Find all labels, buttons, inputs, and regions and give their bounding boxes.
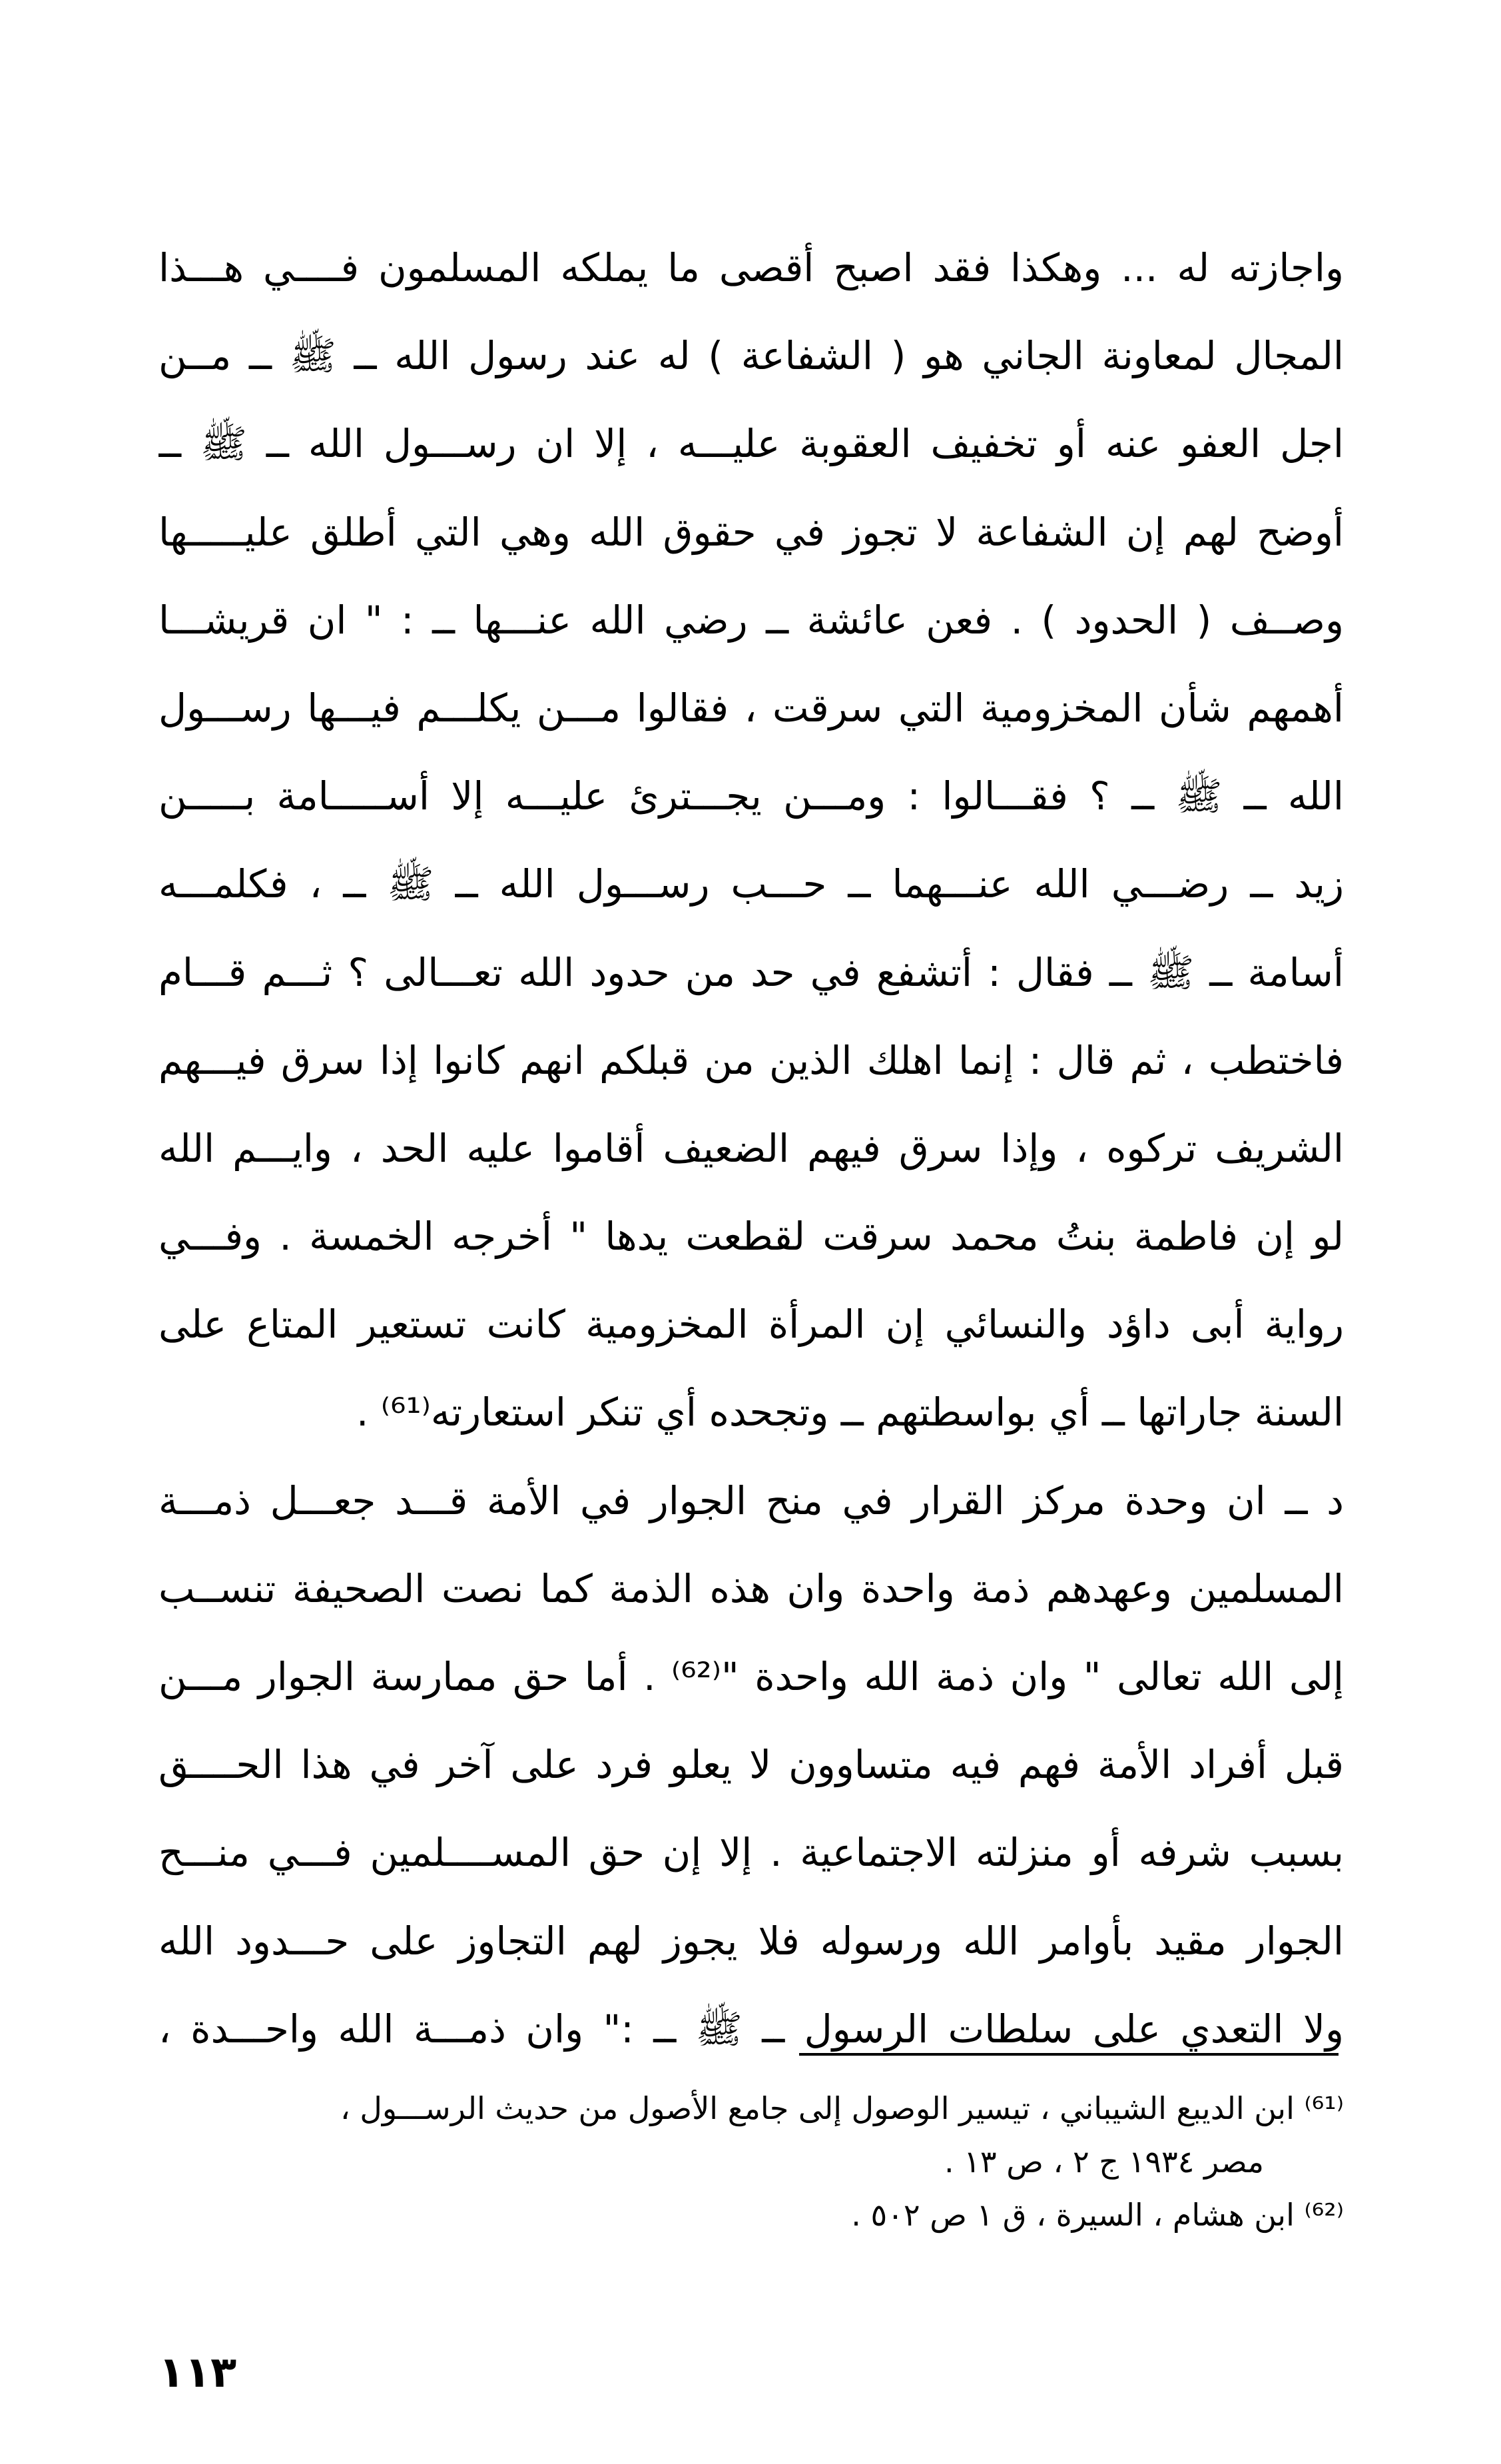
page-number: ١١٣ — [158, 2348, 237, 2397]
body-line: الشريف تركوه ، وإذا سرق فيهم الضعيف أقاموا عليه الحد ، وايـــم الله — [158, 1125, 1344, 1171]
footnote-62: ⁽⁶²⁾ ابن هشام ، السيرة ، ق ١ ص ٥٠٢ . — [851, 2197, 1344, 2233]
body-line: فاختطب ، ثم قال : إنما اهلك الذين من قبلكم انهم كانوا إذا سرق فيـــهم — [158, 1037, 1344, 1083]
body-line: أهمهم شأن المخزومية التي سرقت ، فقالوا مـــن يكلـــم فيـــها رســـول — [158, 685, 1344, 731]
body-line: السنة جاراتها ــ أي بواسطتهم ــ وتجحده أي تنكر استعارته⁽⁶¹⁾ . — [356, 1390, 1344, 1436]
body-line: واجازته له ... وهكذا فقد اصبح أقصى ما يملكه المسلمون فــــي هـــذا — [158, 245, 1344, 290]
body-line: المجال لمعاونة الجاني هو ( الشفاعة ) له عند رسول الله ــ ﷺ ــ مــن — [158, 333, 1344, 379]
body-line: المسلمين وعهدهم ذمة واحدة وان هذه الذمة كما نصت الصحيفة تنســب — [158, 1565, 1344, 1611]
body-line: أسامة ــ ﷺ ــ فقال : أتشفع في حد من حدود الله تعـــالى ؟ ثـــم قـــام — [158, 949, 1344, 995]
body-line: لو إن فاطمة بنتُ محمد سرقت لقطعت يدها " أخرجه الخمسة . وفـــي — [158, 1214, 1344, 1260]
body-line: رواية أبى داؤد والنسائي إن المرأة المخزومية كانت تستعير المتاع على — [158, 1302, 1344, 1348]
body-line: زيد ــ رضـــي الله عنـــهما ــ حـــب رســـول الله ــ ﷺ ــ ، فكلمـــه — [158, 861, 1344, 907]
body-line: بسبب شرفه أو منزلته الاجتماعية . إلا إن حق المســــلمين فـــي منـــح — [158, 1830, 1344, 1876]
footnote-separator — [799, 2053, 1339, 2056]
footnote-61: ⁽⁶¹⁾ ابن الديبع الشيباني ، تيسير الوصول إلى جامع الأصول من حديث الرســـول ، — [340, 2090, 1344, 2126]
body-line: اجل العفو عنه أو تخفيف العقوبة عليـــه ، إلا ان رســـول الله ــ ﷺ ــ — [158, 421, 1344, 467]
body-line: أوضح لهم إن الشفاعة لا تجوز في حقوق الله وهي التي أطلق عليـــــها — [158, 509, 1344, 555]
body-line: الله ــ ﷺ ــ ؟ فقـــالوا : ومـــن يجـــترئ عليـــه إلا أســـــامة بـــــن — [158, 773, 1344, 819]
body-line: قبل أفراد الأمة فهم فيه متساوون لا يعلو فرد على آخر في هذا الحــــق — [158, 1742, 1344, 1788]
body-text — [158, 224, 1344, 2073]
footnotes — [158, 2082, 1344, 2242]
body-line: ولا التعدي على سلطات الرسول ــ ﷺ ــ :" وان ذمـــة الله واحـــدة ، — [158, 2006, 1344, 2052]
body-line: وصــف ( الحدود ) . فعن عائشة ــ رضي الله عنـــها ــ : " ان قريشـــا — [158, 597, 1344, 643]
body-line: د ــ ان وحدة مركز القرار في منح الجوار في الأمة قـــد جعـــل ذمـــة — [158, 1477, 1344, 1523]
body-line: إلى الله تعالى " وان ذمة الله واحدة "⁽⁶²⁾ . أما حق ممارسة الجوار مـــن — [158, 1654, 1344, 1699]
body-line: الجوار مقيد بأوامر الله ورسوله فلا يجوز لهم التجاوز على حـــدود الله — [158, 1918, 1344, 1964]
footnote-61-continuation: مصر ١٩٣٤ ج ٢ ، ص ١٣ . — [944, 2144, 1264, 2180]
